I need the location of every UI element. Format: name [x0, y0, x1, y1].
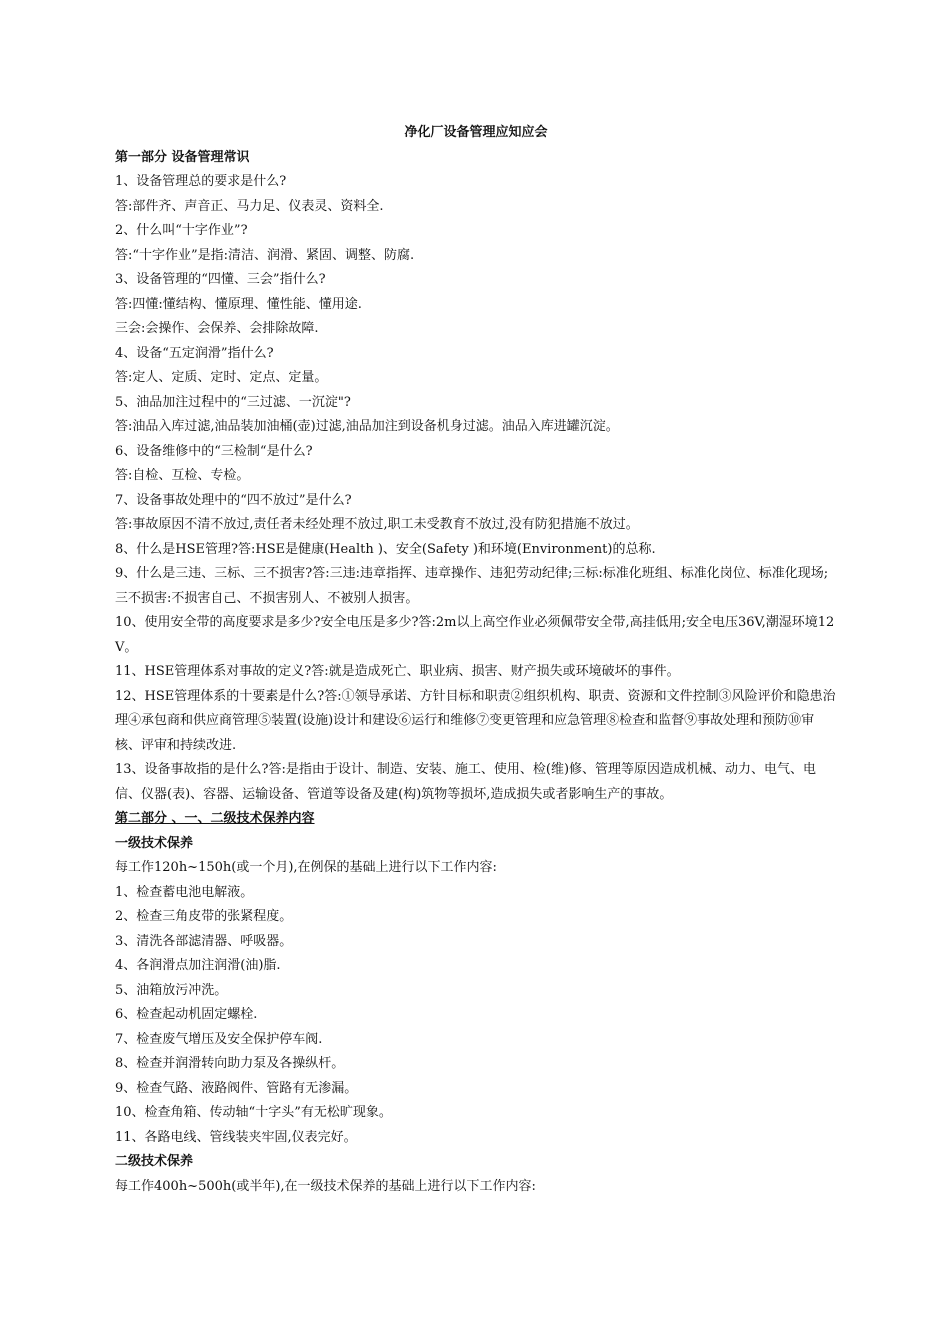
paragraph: 13、设备事故指的是什么?答:是指由于设计、制造、安装、施工、使用、检(维)修、管理等原因造成机械、动力、电气、电信、仪器(表)、容器、运输设备、管道等设备及建(构)筑物等损坏,造成损失或者影响生产的事故。: [115, 762, 817, 802]
paragraph: 答:自检、互检、专检。: [115, 468, 250, 483]
paragraph: 2、什么叫“十字作业”?: [115, 223, 248, 238]
paragraph: 3、设备管理的“四懂、三会”指什么?: [115, 272, 326, 287]
paragraph: 6、设备维修中的“三检制“是什么?: [115, 443, 313, 459]
document-title: 净化厂设备管理应知应会: [404, 125, 548, 140]
part1-body: [115, 170, 837, 807]
paragraph: 3、清洗各部滤清器、呼吸器。: [115, 933, 293, 949]
paragraph: 12、HSE管理体系的十要素是什么?答:①领导承诺、方针目标和职责②组织机构、职责、资源和文件控制③风险评价和隐患治理④承包商和供应商管理⑤装置(设施)设计和建设⑥运行和维修⑦变更管理和应急管理⑧检查和监督⑨事故处理和预防⑩审核、评审和持续改进.: [115, 688, 836, 753]
paragraph: 答:“十字作业”是指:清洁、润滑、紧固、调整、防腐.: [115, 247, 415, 263]
paragraph: 10、使用安全带的高度要求是多少?安全电压是多少?答:2m以上高空作业必须佩带安全带,高挂低用;安全电压36V,潮湿环境12V。: [115, 615, 835, 655]
paragraph: 11、HSE管理体系对事故的定义?答:就是造成死亡、职业病、损害、财产损失或环境破坏的事件。: [115, 664, 680, 679]
paragraph: 每工作120h~150h(或一个月),在例保的基础上进行以下工作内容:: [115, 860, 497, 875]
paragraph: 7、设备事故处理中的“四不放过”是什么?: [115, 492, 352, 508]
paragraph: 答:定人、定质、定时、定点、定量。: [115, 370, 328, 385]
document-page: [115, 121, 837, 1199]
part2-heading: 第二部分 、一、二级技术保养内容: [115, 811, 315, 826]
paragraph: 6、检查起动机固定螺栓.: [115, 1007, 258, 1022]
paragraph: 4、各润滑点加注润滑(油)脂.: [115, 958, 281, 973]
paragraph: 9、什么是三违、三标、三不损害?答:三违:违章指挥、违章操作、违犯劳动纪律;三标:标准化班组、标准化岗位、标准化现场;三不损害:不损害自己、不损害别人、不被别人损害。: [115, 566, 829, 606]
level2-body: [115, 1175, 837, 1200]
paragraph: 1、设备管理总的要求是什么?: [115, 174, 287, 189]
paragraph: 5、油箱放污冲洗。: [115, 982, 228, 998]
paragraph: 9、检查气路、液路阀件、管路有无渗漏。: [115, 1080, 358, 1096]
paragraph: 答:部件齐、声音正、马力足、仪表灵、资料全.: [115, 198, 384, 214]
part1-heading: 第一部分 设备管理常识: [115, 149, 250, 165]
paragraph: 8、什么是HSE管理?答:HSE是健康(Health )、安全(Safety )和环境(Environment)的总称.: [115, 541, 656, 557]
paragraph: 8、检查并润滑转向助力泵及各操纵杆。: [115, 1056, 345, 1071]
level2-heading: 二级技术保养: [115, 1154, 194, 1169]
level1-heading: 一级技术保养: [115, 835, 194, 851]
paragraph: 答:四懂:懂结构、懂原理、懂性能、懂用途.: [115, 296, 362, 312]
paragraph: 5、油品加注过程中的“三过滤、一沉淀"?: [115, 394, 351, 410]
paragraph: 10、检查角箱、传动轴“十字头”有无松旷现象。: [115, 1105, 392, 1120]
paragraph: 4、设备“五定润滑”指什么?: [115, 345, 274, 361]
paragraph: 答:事故原因不清不放过,责任者未经处理不放过,职工未受教育不放过,没有防犯措施不放过。: [115, 517, 639, 532]
paragraph: 每工作400h~500h(或半年),在一级技术保养的基础上进行以下工作内容:: [115, 1178, 536, 1194]
paragraph: 2、检查三角皮带的张紧程度。: [115, 909, 293, 924]
paragraph: 答:油品入库过滤,油品装加油桶(壶)过滤,油品加注到设备机身过滤。油品入库进罐沉淀。: [115, 419, 619, 434]
paragraph: 1、检查蓄电池电解液。: [115, 884, 254, 900]
paragraph: 7、检查废气增压及安全保护停车阀.: [115, 1031, 323, 1047]
level1-body: [115, 856, 837, 1150]
paragraph: 三会:会操作、会保养、会排除故障.: [115, 321, 319, 336]
paragraph: 11、各路电线、管线装夹牢固,仪表完好。: [115, 1129, 357, 1145]
